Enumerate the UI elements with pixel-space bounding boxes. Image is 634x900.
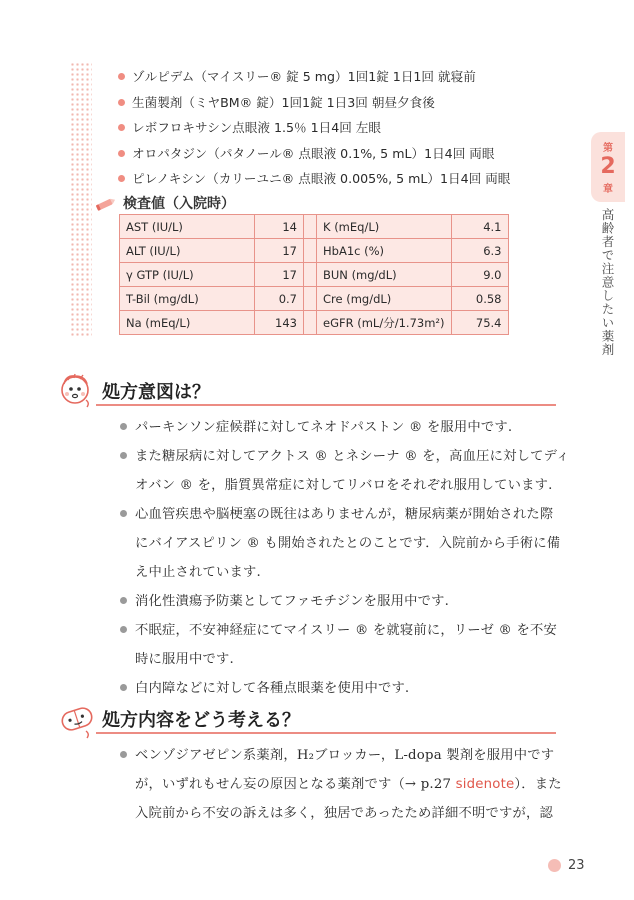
bullet-text-line: 白内障などに対して各種点眼薬を使用中です.	[135, 681, 410, 696]
pill-mascot-icon	[56, 698, 98, 740]
dotted-margin-decoration	[70, 62, 92, 338]
table-gap	[304, 239, 317, 263]
lab-value-cell: 17	[255, 263, 304, 287]
section-title: 処方意図は？	[102, 382, 210, 403]
lab-name-cell: T-Bil (mg/dL)	[120, 287, 255, 311]
list-item	[120, 442, 570, 500]
bullet-text-line: 入院前から不安の訴えは多く，独居であったため詳細不明ですが，認	[135, 806, 554, 821]
chapter-title: 高齢者で注意したい薬剤	[600, 208, 615, 357]
table-row	[120, 239, 509, 263]
section1-bullet-list	[120, 413, 570, 703]
lab-name-cell: eGFR (mL/分/1.73m²)	[317, 311, 452, 335]
medication-list	[118, 64, 510, 192]
page-number-text: 23	[568, 858, 585, 873]
lab-value-cell: 143	[255, 311, 304, 335]
bullet-text-line: 消化性潰瘍予防薬としてファモチジンを服用中です.	[135, 594, 449, 609]
page-number	[548, 858, 585, 873]
table-row	[120, 311, 509, 335]
medication-item: レボフロキサシン点眼液 1.5％ 1日4回 左眼	[118, 115, 510, 141]
list-item	[120, 587, 550, 616]
table-gap	[304, 215, 317, 239]
bullet-text-line: 時に服用中です.	[135, 652, 234, 667]
bullet-text-line: オバン ® を，脂質異常症に対してリバロをそれぞれ服用しています.	[135, 478, 553, 493]
lab-value-cell: 0.7	[255, 287, 304, 311]
thinking-mascot-icon	[56, 370, 98, 412]
medication-item: ピレノキシン（カリーユニ® 点眼液 0.005%, 5 mL）1日4回 両眼	[118, 166, 510, 192]
lab-name-cell: HbA1c (%)	[317, 239, 452, 263]
bullet-text-line: また糖尿病に対してアクトス ® とネシーナ ® を，高血圧に対してディ	[135, 449, 570, 464]
lab-value-cell: 4.1	[451, 215, 508, 239]
chapter-prefix: 第	[603, 143, 613, 154]
bullet-text-line: え中止されています.	[135, 565, 261, 580]
chapter-suffix: 章	[603, 184, 613, 195]
section-underline	[96, 404, 556, 406]
list-item	[120, 741, 562, 828]
table-gap	[304, 263, 317, 287]
bullet-text-line: にバイアスピリン ® も開始されたとのことです．入院前から手術に備	[135, 536, 561, 551]
lab-name-cell: Na (mEq/L)	[120, 311, 255, 335]
lab-value-cell: 17	[255, 239, 304, 263]
lab-value-cell: 0.58	[451, 287, 508, 311]
list-item	[120, 616, 557, 674]
lab-values-table	[119, 214, 509, 335]
chapter-number: 2	[600, 154, 616, 179]
text-fragment: が，いずれもせん妄の原因となる薬剤です（→ p.27	[135, 777, 456, 792]
table-row	[120, 215, 509, 239]
bullet-text-line: 不眠症，不安神経症にてマイスリー ® を就寝前に，リーゼ ® を不安	[135, 623, 557, 638]
bullet-text-line: 心血管疾患や脳梗塞の既往はありませんが，糖尿病薬が開始された際	[135, 507, 554, 522]
lab-value-cell: 6.3	[451, 239, 508, 263]
text-fragment: ）．また	[514, 777, 562, 792]
bullet-text-line	[135, 770, 562, 799]
lab-name-cell: AST (IU/L)	[120, 215, 255, 239]
medication-item: オロパタジン（パタノール® 点眼液 0.1%, 5 mL）1日4回 両眼	[118, 141, 510, 167]
lab-heading	[95, 193, 235, 213]
sidenote-link[interactable]: sidenote	[455, 777, 515, 792]
lab-title: 検査値（入院時）	[123, 196, 235, 212]
chapter-tab	[591, 132, 625, 202]
list-item	[120, 413, 550, 442]
pencil-icon	[95, 196, 117, 210]
lab-value-cell: 9.0	[451, 263, 508, 287]
section-title: 処方内容をどう考える？	[102, 710, 300, 731]
lab-value-cell: 75.4	[451, 311, 508, 335]
table-gap	[304, 311, 317, 335]
section-underline	[96, 732, 556, 734]
table-row	[120, 287, 509, 311]
medication-item: ゾルピデム（マイスリー® 錠 5 mg）1回1錠 1日1回 就寝前	[118, 64, 510, 90]
lab-name-cell: γ GTP (IU/L)	[120, 263, 255, 287]
table-row	[120, 263, 509, 287]
section2-bullet-list	[120, 741, 562, 828]
lab-name-cell: ALT (IU/L)	[120, 239, 255, 263]
lab-name-cell: K (mEq/L)	[317, 215, 452, 239]
lab-name-cell: BUN (mg/dL)	[317, 263, 452, 287]
lab-value-cell: 14	[255, 215, 304, 239]
page-dot-icon	[548, 859, 561, 872]
bullet-text-line: パーキンソン症候群に対してネオドパストン ® を服用中です.	[135, 420, 513, 435]
table-gap	[304, 287, 317, 311]
list-item	[120, 500, 561, 587]
lab-name-cell: Cre (mg/dL)	[317, 287, 452, 311]
bullet-text-line: ベンゾジアゼピン系薬剤，H₂ブロッカー，L-dopa 製剤を服用中です	[135, 748, 555, 763]
medication-item: 生菌製剤（ミヤBM® 錠）1回1錠 1日3回 朝昼夕食後	[118, 90, 510, 116]
